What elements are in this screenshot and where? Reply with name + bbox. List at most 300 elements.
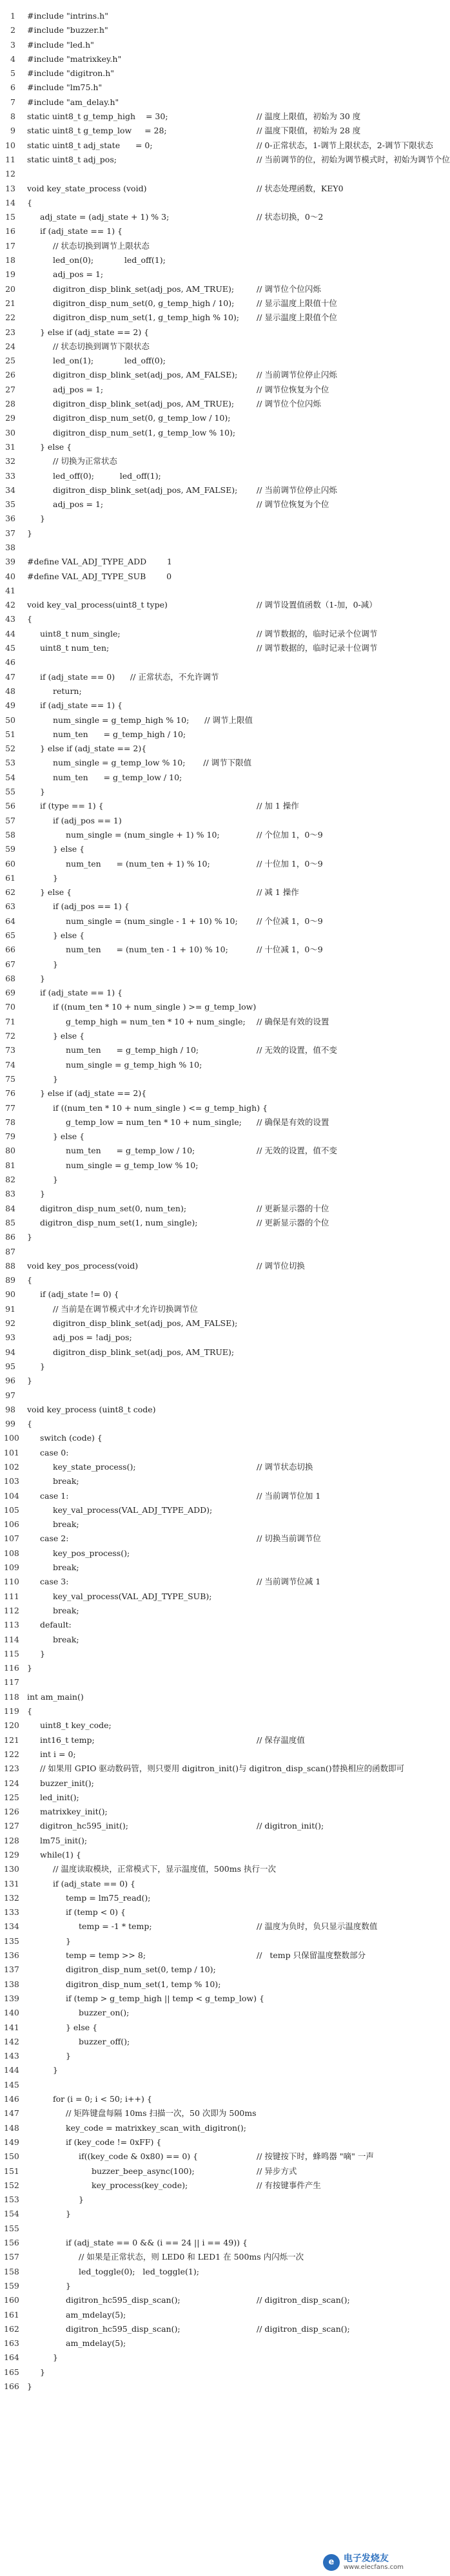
code-comment: // 调节位恢复为个位: [257, 384, 329, 394]
line-number: 154: [4, 2209, 19, 2219]
code-text: adj_pos = !adj_pos;: [53, 1332, 132, 1343]
code-comment: // 调节位恢复为个位: [257, 499, 329, 510]
code-text: void key_process (uint8_t code): [27, 1404, 156, 1414]
code-text: num_single = g_temp_high % 10;: [66, 1059, 202, 1070]
line-number: 165: [4, 2367, 19, 2377]
line-number: 86: [5, 1232, 15, 1242]
code-line: [0, 167, 409, 181]
code-line: [0, 1389, 409, 1403]
line-number: 8: [10, 111, 15, 122]
line-number: 100: [4, 1433, 19, 1443]
code-text: } else {: [53, 1031, 85, 1041]
line-number: 18: [5, 255, 15, 265]
line-number: 46: [5, 657, 15, 668]
code-line: [0, 153, 450, 167]
code-text: break;: [53, 1562, 79, 1573]
code-line: [0, 1230, 409, 1244]
line-number: 65: [5, 930, 15, 940]
code-line: [0, 1618, 409, 1632]
line-number: 87: [5, 1246, 15, 1256]
code-line: [0, 1675, 409, 1689]
code-text: // 状态切换到调节上限状态: [53, 240, 150, 251]
code-line: [0, 2222, 409, 2236]
code-line: [0, 296, 409, 311]
code-text: void key_val_process(uint8_t type): [27, 600, 168, 610]
line-number: 146: [4, 2094, 19, 2104]
code-text: lm75_init();: [40, 1835, 88, 1845]
code-comment: // 有按键事件产生: [257, 2180, 321, 2190]
code-text: #include "led.h": [27, 39, 94, 50]
code-line: [0, 2293, 409, 2307]
code-line: [0, 1417, 409, 1431]
code-line: [0, 340, 409, 354]
code-line: [0, 1919, 409, 1934]
line-number: 157: [4, 2252, 19, 2262]
code-line: [0, 928, 409, 943]
code-line: [0, 2006, 409, 2020]
code-text: int i = 0;: [40, 1749, 76, 1759]
line-number: 101: [4, 1447, 19, 1457]
code-text: }: [40, 2367, 45, 2377]
code-text: // 当前是在调节模式中才允许切换调节位: [53, 1303, 198, 1314]
code-comment: // 调节设置值函数（1-加，0-减）: [257, 600, 377, 610]
code-comment: // 调节位个位闪烁: [257, 284, 321, 294]
line-number: 9: [10, 126, 15, 136]
line-number: 52: [5, 744, 15, 754]
line-number: 119: [4, 1706, 19, 1716]
code-line: [0, 1690, 409, 1704]
code-line: [0, 2092, 409, 2106]
line-number: 80: [5, 1146, 15, 1156]
line-number: 59: [5, 844, 15, 854]
line-number: 74: [5, 1059, 15, 1070]
code-line: [0, 38, 409, 52]
code-comment: // 无效的设置，值不变: [257, 1045, 337, 1055]
code-comment: // digitron_disp_scan();: [257, 2295, 350, 2305]
code-comment: // 无效的设置，值不变: [257, 1146, 337, 1156]
line-number: 16: [5, 226, 15, 236]
code-line: [0, 1633, 409, 1647]
code-line: [0, 2350, 409, 2365]
line-number: 43: [5, 614, 15, 624]
line-number: 20: [5, 284, 15, 294]
line-number: 129: [4, 1850, 19, 1860]
code-line: [0, 1331, 409, 1345]
line-number: 49: [5, 700, 15, 711]
line-number: 19: [5, 269, 15, 280]
code-text: }: [53, 959, 58, 969]
code-text: static uint8_t g_temp_low = 28;: [27, 126, 167, 136]
line-number: 66: [5, 945, 15, 955]
line-number: 58: [5, 829, 15, 840]
code-text: }: [53, 1073, 58, 1084]
code-text: }: [53, 1175, 58, 1185]
code-line: [0, 1187, 409, 1201]
code-text: am_mdelay(5);: [66, 2338, 126, 2349]
line-number: 56: [5, 801, 15, 811]
code-line: [0, 182, 409, 196]
line-number: 22: [5, 312, 15, 323]
code-text: num_single = g_temp_high % 10; // 调节上限值: [53, 715, 253, 725]
code-text: num_single = g_temp_low % 10; // 调节下限值: [53, 758, 252, 768]
code-comment: // 个位减 1，0～9: [257, 916, 323, 926]
line-number: 71: [5, 1016, 15, 1026]
code-line: [0, 2322, 409, 2336]
code-comment: // 温度上限值，初始为 30 度: [257, 111, 361, 122]
code-text: buzzer_init();: [40, 1778, 94, 1788]
line-number: 5: [10, 68, 15, 79]
code-text: default:: [40, 1620, 72, 1630]
line-number: 137: [4, 1965, 19, 1975]
line-number: 15: [5, 212, 15, 222]
line-number: 13: [5, 183, 15, 193]
line-number: 1: [10, 11, 15, 21]
code-text: while(1) {: [40, 1850, 81, 1860]
code-line: [0, 1202, 409, 1216]
line-number: 72: [5, 1031, 15, 1041]
code-text: adj_pos = 1;: [53, 269, 104, 280]
code-line: [0, 1517, 409, 1532]
line-number: 85: [5, 1217, 15, 1227]
code-line: [0, 224, 409, 238]
code-line: [0, 742, 409, 756]
line-number: 98: [5, 1404, 15, 1414]
code-line: [0, 986, 409, 1000]
line-number: 159: [4, 2280, 19, 2291]
code-line: [0, 267, 409, 282]
line-number: 123: [4, 1764, 19, 1774]
code-text: }: [40, 787, 45, 797]
line-number: 141: [4, 2022, 19, 2032]
code-comment: // 显示温度上限值个位: [257, 312, 337, 323]
code-text: } else if (adj_state == 2){: [40, 744, 147, 754]
code-line: [0, 627, 409, 641]
code-line: [0, 95, 409, 110]
code-comment: // 状态切换，0～2: [257, 212, 324, 222]
code-line: [0, 914, 409, 928]
code-line: [0, 2265, 409, 2279]
code-line: [0, 1374, 409, 1388]
code-line: [0, 1029, 409, 1043]
code-text: for (i = 0; i < 50; i++) {: [53, 2094, 152, 2104]
code-line: [0, 497, 409, 512]
code-text: if (adj_state == 1) {: [40, 226, 123, 236]
code-comment: // 状态处理函数，KEY0: [257, 183, 344, 193]
code-comment: // 十位减 1，0～9: [257, 945, 323, 955]
code-text: num_ten = g_temp_high / 10;: [53, 729, 186, 739]
code-line: [0, 1532, 409, 1546]
code-line: [0, 1834, 409, 1848]
code-line: [0, 1403, 409, 1417]
code-text: if (adj_state == 0) // 正常状态，不允许调节: [40, 671, 219, 682]
code-text: if (adj_state == 0) {: [53, 1878, 136, 1889]
line-number: 73: [5, 1045, 15, 1055]
code-line: [0, 655, 409, 669]
code-text: }: [66, 1936, 71, 1946]
line-number: 28: [5, 399, 15, 409]
code-text: digitron_disp_num_set(1, g_temp_low % 10);: [53, 427, 236, 437]
line-number: 68: [5, 973, 15, 983]
line-number: 120: [4, 1720, 19, 1731]
code-text: led_on(0); led_off(1);: [53, 255, 166, 265]
code-comment: // 当前调节位加 1: [257, 1490, 321, 1501]
line-number: 158: [4, 2266, 19, 2276]
line-number: 62: [5, 887, 15, 898]
line-number: 55: [5, 787, 15, 797]
code-line: [0, 1819, 409, 1833]
code-line: [0, 2149, 409, 2164]
line-number: 75: [5, 1073, 15, 1084]
code-line: [0, 196, 409, 210]
code-text: }: [27, 528, 32, 538]
code-line: [0, 899, 409, 914]
code-line: [0, 1158, 409, 1173]
line-number: 112: [4, 1605, 19, 1615]
code-text: digitron_hc595_disp_scan();: [66, 2295, 181, 2305]
code-text: // 切换为正常状态: [53, 456, 117, 466]
line-number: 96: [5, 1376, 15, 1386]
code-text: digitron_hc595_disp_scan();: [66, 2323, 181, 2334]
code-listing: [0, 9, 450, 2394]
code-text: void key_pos_process(void): [27, 1260, 139, 1271]
line-number: 63: [5, 901, 15, 912]
code-text: #define VAL_ADJ_TYPE_ADD 1: [27, 557, 172, 567]
code-comment: // 按键按下时，蜂鸣器 "嘀" 一声: [257, 2151, 374, 2162]
code-line: [0, 1043, 409, 1057]
code-comment: // 当前调节的位，初始为调节模式时，初始为调节个位: [257, 154, 450, 164]
code-line: [0, 2135, 409, 2149]
code-text: }: [66, 2051, 71, 2061]
code-comment: // 温度为负时，负只显示温度数值: [257, 1921, 378, 1932]
line-number: 53: [5, 758, 15, 768]
code-text: // 如果用 GPIO 驱动数码管，则只要用 digitron_init()与 digitron_disp_scan()替换相应的函数即可: [40, 1764, 405, 1774]
code-line: [0, 411, 409, 425]
code-text: }: [66, 2280, 71, 2291]
line-number: 51: [5, 729, 15, 739]
code-line: [0, 2379, 409, 2394]
code-line: [0, 469, 409, 483]
line-number: 17: [5, 240, 15, 251]
code-text: if((key_code & 0x80) == 0) {: [79, 2151, 199, 2162]
code-line: [0, 483, 409, 497]
code-line: [0, 541, 409, 555]
code-line: [0, 124, 409, 138]
code-line: [0, 1446, 409, 1460]
line-number: 108: [4, 1548, 19, 1558]
code-line: [0, 1503, 409, 1517]
code-text: case 3:: [40, 1577, 69, 1587]
code-comment: // 十位加 1，0～9: [257, 858, 323, 869]
code-line: [0, 1776, 409, 1791]
code-text: #include "lm75.h": [27, 82, 103, 93]
code-text: } else {: [53, 1131, 85, 1142]
code-text: num_ten = (num_ten - 1 + 10) % 10;: [66, 945, 228, 955]
line-number: 83: [5, 1189, 15, 1199]
line-number: 126: [4, 1807, 19, 1817]
code-text: if (temp < 0) {: [66, 1907, 126, 1918]
code-line: [0, 885, 409, 899]
line-number: 164: [4, 2352, 19, 2363]
code-line: [0, 1647, 409, 1661]
code-text: } else if (adj_state == 2) {: [40, 327, 150, 337]
line-number: 50: [5, 715, 15, 725]
code-comment: // 个位加 1，0～9: [257, 829, 323, 840]
line-number: 48: [5, 686, 15, 696]
code-line: [0, 698, 409, 713]
code-line: [0, 756, 409, 770]
code-text: case 1:: [40, 1490, 69, 1501]
line-number: 64: [5, 916, 15, 926]
line-number: 26: [5, 370, 15, 380]
code-line: [0, 612, 409, 626]
line-number: 130: [4, 1864, 19, 1874]
code-line: [0, 684, 409, 698]
code-line: [0, 842, 409, 856]
code-text: }: [27, 2381, 32, 2391]
code-text: digitron_disp_blink_set(adj_pos, AM_FALSE);: [53, 1318, 238, 1329]
line-number: 147: [4, 2108, 19, 2119]
code-text: temp = lm75_read();: [66, 1892, 151, 1903]
code-line: [0, 2021, 409, 2035]
code-line: [0, 9, 409, 23]
code-line: [0, 727, 409, 742]
code-text: }: [27, 1663, 32, 1673]
code-comment: // 调节数据的，临时记录十位调节: [257, 643, 378, 653]
code-line: [0, 66, 409, 81]
line-number: 97: [5, 1390, 15, 1400]
line-number: 139: [4, 1993, 19, 2003]
line-number: 25: [5, 356, 15, 366]
code-line: [0, 383, 409, 397]
line-number: 82: [5, 1175, 15, 1185]
code-text: {: [27, 1419, 32, 1429]
line-number: 145: [4, 2079, 19, 2090]
line-number: 107: [4, 1533, 19, 1544]
code-line: [0, 771, 409, 785]
code-comment: // 调节状态切换: [257, 1461, 313, 1472]
code-line: [0, 1474, 409, 1488]
code-text: led_on(1); led_off(0);: [53, 356, 166, 366]
code-comment: // digitron_init();: [257, 1821, 324, 1831]
code-text: switch (code) {: [40, 1433, 103, 1443]
line-number: 152: [4, 2180, 19, 2190]
code-text: buzzer_beep_async(100);: [92, 2166, 195, 2176]
line-number: 94: [5, 1347, 15, 1357]
code-text: break;: [53, 1634, 79, 1644]
code-text: key_state_process();: [53, 1461, 136, 1472]
line-number: 125: [4, 1792, 19, 1802]
line-number: 90: [5, 1289, 15, 1300]
code-line: [0, 2063, 409, 2077]
code-text: digitron_disp_num_set(1, temp % 10);: [66, 1979, 221, 1989]
code-comment: // 确保是有效的设置: [257, 1016, 329, 1026]
line-number: 142: [4, 2036, 19, 2046]
code-text: } else {: [66, 2022, 98, 2032]
code-line: [0, 1245, 409, 1259]
line-number: 121: [4, 1735, 19, 1745]
code-text: digitron_disp_num_set(1, num_single);: [40, 1217, 198, 1227]
line-number: 106: [4, 1519, 19, 1530]
code-line: [0, 2236, 409, 2250]
code-line: [0, 1431, 409, 1445]
line-number: 131: [4, 1878, 19, 1889]
line-number: 166: [4, 2381, 19, 2391]
line-number: 88: [5, 1260, 15, 1271]
code-text: // 温度读取模块，正常模式下，显示温度值，500ms 执行一次: [53, 1864, 276, 1874]
code-line: [0, 440, 409, 454]
code-line: [0, 598, 409, 612]
code-line: [0, 1489, 409, 1503]
code-line: [0, 1101, 409, 1115]
code-text: #include "matrixkey.h": [27, 53, 122, 64]
code-text: if (adj_state == 1) {: [40, 988, 123, 998]
code-line: [0, 1848, 409, 1862]
code-line: [0, 1934, 409, 1948]
line-number: 35: [5, 499, 15, 510]
line-number: 30: [5, 427, 15, 437]
line-number: 116: [4, 1663, 19, 1673]
code-text: #define VAL_ADJ_TYPE_SUB 0: [27, 571, 172, 581]
line-number: 163: [4, 2338, 19, 2349]
code-text: case 2:: [40, 1533, 69, 1544]
code-comment: // 0-正常状态，1-调节上限状态，2-调节下限状态: [257, 140, 433, 150]
code-comment: // 调节位个位闪烁: [257, 399, 321, 409]
code-line: [0, 1733, 409, 1747]
code-text: num_ten = (num_ten + 1) % 10;: [66, 858, 210, 869]
code-comment: // 温度下限值，初始为 28 度: [257, 126, 361, 136]
line-number: 155: [4, 2223, 19, 2233]
code-line: [0, 1661, 409, 1675]
code-line: [0, 957, 409, 972]
code-line: [0, 210, 409, 224]
code-comment: // 更新显示器的十位: [257, 1203, 329, 1213]
line-number: 149: [4, 2137, 19, 2147]
line-number: 160: [4, 2295, 19, 2305]
line-number: 132: [4, 1892, 19, 1903]
code-text: // 如果是正常状态，则 LED0 和 LED1 在 500ms 内闪烁一次: [79, 2252, 304, 2262]
code-line: [0, 713, 409, 727]
code-text: num_ten = g_temp_low / 10;: [66, 1146, 195, 1156]
code-line: [0, 1144, 409, 1158]
line-number: 102: [4, 1461, 19, 1472]
code-line: [0, 512, 409, 526]
code-text: static uint8_t g_temp_high = 30;: [27, 111, 168, 122]
code-line: [0, 943, 409, 957]
line-number: 47: [5, 671, 15, 682]
code-text: // 矩阵键盘每隔 10ms 扫描一次，50 次即为 500ms: [66, 2108, 257, 2119]
code-line: [0, 1360, 409, 1374]
code-comment: // temp 只保留温度整数部分: [257, 1950, 366, 1961]
code-line: [0, 1115, 409, 1129]
code-line: [0, 2207, 409, 2221]
code-text: uint8_t num_ten;: [40, 643, 110, 653]
line-number: 70: [5, 1002, 15, 1012]
code-line: [0, 2078, 409, 2092]
code-text: }: [27, 1232, 32, 1242]
code-text: }: [40, 1361, 45, 1371]
line-number: 150: [4, 2151, 19, 2162]
line-number: 60: [5, 858, 15, 869]
code-text: #include "buzzer.h": [27, 25, 108, 35]
code-text: temp = -1 * temp;: [79, 1921, 152, 1932]
code-line: [0, 1718, 409, 1733]
line-number: 89: [5, 1275, 15, 1285]
code-line: [0, 282, 409, 296]
code-line: [0, 555, 409, 569]
line-number: 2: [10, 25, 15, 35]
code-line: [0, 799, 409, 813]
code-line: [0, 828, 409, 842]
